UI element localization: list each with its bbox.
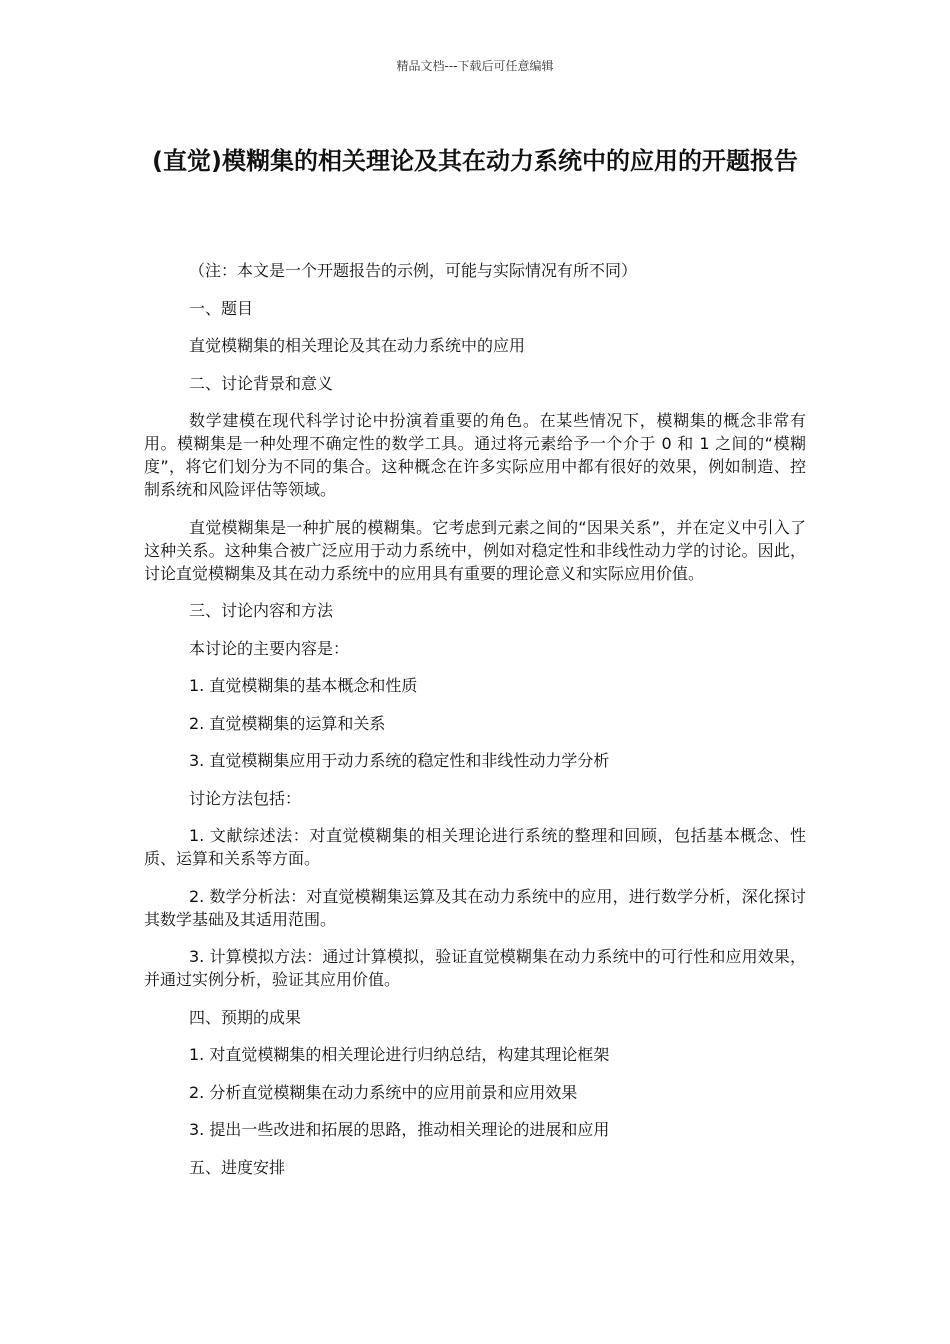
background-paragraph-2: 直觉模糊集是一种扩展的模糊集。它考虑到元素之间的“因果关系”，并在定义中引入了这种关系。这种集合被广泛应用于动力系统中，例如对稳定性和非线性动力学的讨论。因此，讨论直觉模糊集及其在动力系统中的应用具有重要的理论意义和实际应用价值。	[144, 517, 806, 583]
method-item-3: 3. 计算模拟方法：通过计算模拟，验证直觉模糊集在动力系统中的可行性和应用效果，并通过实例分析，验证其应用价值。	[144, 947, 806, 989]
document-body	[144, 259, 806, 1193]
section-heading-background: 二、讨论背景和意义	[189, 373, 334, 393]
section-heading-expected-results: 四、预期的成果	[189, 1007, 302, 1027]
header-note: 精品文档---下载后可任意编辑	[396, 59, 554, 73]
result-item-2: 2. 分析直觉模糊集在动力系统中的应用前景和应用效果	[189, 1082, 578, 1102]
document-title: (直觉)模糊集的相关理论及其在动力系统中的应用的开题报告	[152, 147, 798, 175]
method-item-2: 2. 数学分析法：对直觉模糊集运算及其在动力系统中的应用，进行数学分析，深化探讨其数学基础及其适用范围。	[144, 886, 806, 929]
content-intro: 本讨论的主要内容是：	[189, 638, 350, 658]
content-item-3: 3. 直觉模糊集应用于动力系统的稳定性和非线性动力学分析	[189, 751, 610, 770]
result-item-3: 3. 提出一些改进和拓展的思路，推动相关理论的进展和应用	[189, 1120, 610, 1139]
section-heading-topic: 一、题目	[189, 298, 254, 318]
result-item-1: 1. 对直觉模糊集的相关理论进行归纳总结，构建其理论框架	[189, 1045, 610, 1064]
background-paragraph-1: 数学建模在现代科学讨论中扮演着重要的角色。在某些情况下，模糊集的概念非常有用。模糊集是一种处理不确定性的数学工具。通过将元素给予一个介于 0 和 1 之间的“模糊度”，将它们划分为不同的集合。这种概念在许多实际应用中都有很好的效果，例如制造、控制系统和风险评估等领域。	[144, 411, 806, 499]
methods-intro: 讨论方法包括：	[189, 788, 302, 808]
method-item-1: 1. 文献综述法：对直觉模糊集的相关理论进行系统的整理和回顾，包括基本概念、性质、运算和关系等方面。	[144, 826, 806, 868]
topic-paragraph: 直觉模糊集的相关理论及其在动力系统中的应用	[189, 336, 526, 355]
section-heading-schedule: 五、进度安排	[189, 1157, 286, 1177]
note-paragraph: （注：本文是一个开题报告的示例，可能与实际情况有所不同）	[189, 261, 638, 280]
content-item-2: 2. 直觉模糊集的运算和关系	[189, 713, 386, 733]
section-heading-content-methods: 三、讨论内容和方法	[189, 601, 334, 620]
content-item-1: 1. 直觉模糊集的基本概念和性质	[189, 676, 418, 695]
